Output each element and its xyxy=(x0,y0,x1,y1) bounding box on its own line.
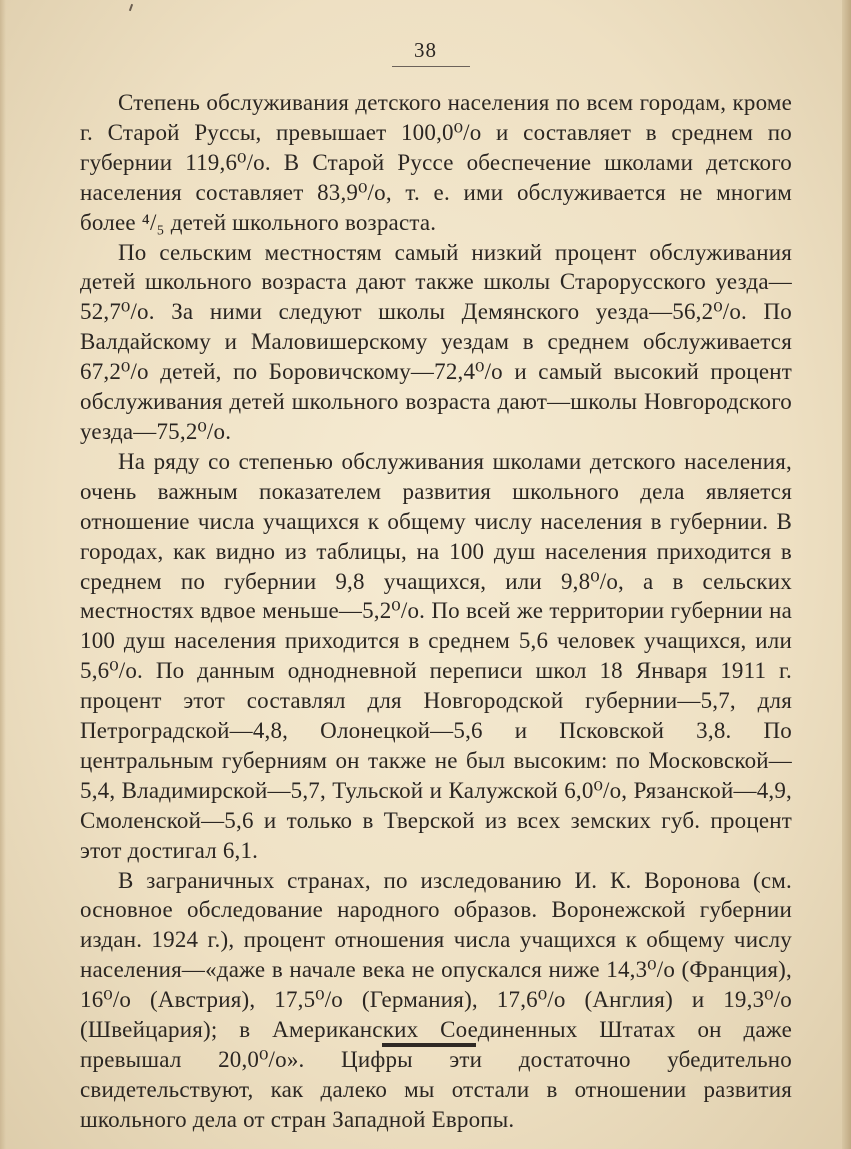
page-right-edge xyxy=(842,0,851,1149)
paper-speck xyxy=(129,4,133,11)
page-number: 38 xyxy=(414,38,437,62)
page-number-underline xyxy=(392,66,470,67)
paragraph-4: В заграничных странах, по изследованию И. К. Воронова (см. основное обследование народного образов. Воронежской губернии издан. 1924 г.), процент отношения числа учащихся к общему числу населения—«даже в начале века не опускался ниже 14,3⁰/о (Франция), 16⁰/о (Австрия), 17,5⁰/о (Германия), 17,6⁰/о (Англия) и 19,3⁰/о (Швейцария); в Американских Соединенных Штатах он даже превышал 20,0⁰/о». Цифры эти достаточно убедительно свидетельствуют, как далеко мы отстали в отношении развития школьного дела от стран Западной Европы. xyxy=(80,867,792,1132)
paragraph-1: Степень обслуживания детского населения по всем городам, кроме г. Старой Руссы, превышает 100,0⁰/о и составляет в среднем по губернии 119,6⁰/о. В Старой Руссе обеспечение школами детского населения составляет 83,9⁰/о, т. е. ими обслуживается не многим более ⁴/₅ детей школьного возраста. xyxy=(80,90,792,235)
paragraph-2: По сельским местностям самый низкий процент обслуживания детей школьного возраста дают также школы Старорусского уезда—52,7⁰/о. За ними следуют школы Демянского уезда—56,2⁰/о. По Валдайскому и Маловишерскому уездам в среднем обслуживается 67,2⁰/о детей, по Боровичскому—72,4⁰/о и самый высокий процент обслуживания детей школьного возраста дают—школы Новгородского уезда—75,2⁰/о. xyxy=(80,239,792,444)
end-rule xyxy=(382,1043,476,1047)
page-left-edge xyxy=(0,0,6,1149)
paragraph-3: На ряду со степенью обслуживания школами детского населения, очень важным показателем развития школьного дела является отношение числа учащихся к общему числу населения в губернии. В городах, как видно из таблицы, на 100 душ населения приходится в среднем по губернии 9,8 учащихся, или 9,8⁰/о, а в сельских местностях вдвое меньше—5,2⁰/о. По всей же территории губернии на 100 душ населения приходится в среднем 5,6 человек учащихся, или 5,6⁰/о. По данным однодневной переписи школ 18 Января 1911 г. процент этот составлял для Новгородской губернии—5,7, для Петроградской—4,8, Олонецкой—5,6 и Псковской 3,8. По центральным губерниям он также не был высоким: по Московской—5,4, Владимирской—5,7, Тульской и Калужской 6,0⁰/о, Рязанской—4,9, Смоленской—5,6 и только в Тверской из всех земских губ. процент этот достигал 6,1. xyxy=(80,448,792,863)
body-text xyxy=(80,88,792,1135)
